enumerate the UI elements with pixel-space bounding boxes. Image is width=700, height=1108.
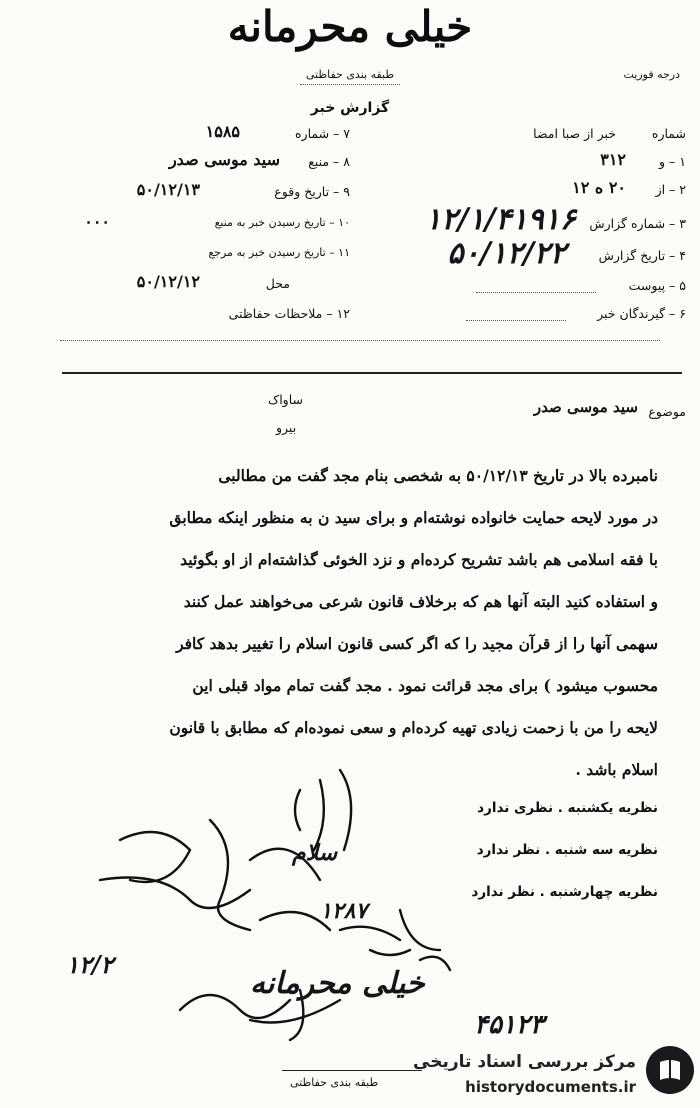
divider xyxy=(300,84,400,85)
handwritten-number: ۱۲۸۷ xyxy=(320,898,368,924)
body-line: در مورد لایحه حمایت خانواده نوشته‌ام و برای سید ن به منظور اینکه مطابق xyxy=(169,508,658,527)
field-label: ۱۰ – تاریخ رسیدن خبر به منبع xyxy=(214,216,350,229)
field-label: ۴ – تاریخ گزارش xyxy=(598,248,686,263)
field-label: ۲ – از xyxy=(655,182,686,197)
field-value: ۱۵۸۵ xyxy=(205,122,240,141)
archive-logo xyxy=(646,1046,694,1094)
field-label: محل xyxy=(265,276,290,291)
book-icon xyxy=(646,1046,694,1094)
field-value: ۱۲/۱/۴۱۹۱۶ xyxy=(425,202,576,237)
subject-value: سید موسی صدر xyxy=(533,398,638,416)
watermark-text: مرکز بررسی اسناد تاریخی xyxy=(413,1052,636,1072)
page-title: خیلی محرمانه xyxy=(227,2,473,51)
field-value: ۵۰/۱۲/۱۳ xyxy=(136,180,200,199)
handwritten-note: سلام xyxy=(292,840,338,866)
field-label: ۸ – منبع xyxy=(308,154,350,169)
body-line: سهمی آنها را از قرآن مجید را که اگر کسی قانون اسلام را تغییر بدهد کافر xyxy=(176,634,658,653)
field-label: شماره xyxy=(651,126,686,141)
divider xyxy=(282,1070,422,1071)
handwritten-date: ۱۲/۲ xyxy=(66,950,114,979)
review-line: نظریه سه شنبه . نظر ندارد xyxy=(476,842,658,858)
field-value: ۰۰۰ xyxy=(84,212,110,231)
footer-classification: طبقه بندی حفاظتی xyxy=(290,1076,379,1089)
field-value: ۲۰ ه ۱۲ xyxy=(572,178,626,197)
divider xyxy=(476,292,596,293)
priority-label: درجه فوریت xyxy=(623,68,680,81)
margin-note: ساواک xyxy=(268,392,303,407)
field-value: ۵۰/۱۲/۲۲ xyxy=(447,236,566,271)
divider xyxy=(466,320,566,321)
field-label: ۱ – و xyxy=(659,154,686,169)
review-line: نظریه یکشنبه . نظری ندارد xyxy=(477,800,658,816)
body-line: نامبرده بالا در تاریخ ۵۰/۱۲/۱۳ به شخصی بنام مجد گفت من مطالبی xyxy=(218,466,658,485)
watermark-url: historydocuments.ir xyxy=(465,1078,636,1096)
field-label: ۱۱ – تاریخ رسیدن خبر به مرجع xyxy=(208,246,350,259)
footer-number: ۴۵۱۲۳ xyxy=(474,1010,544,1040)
footer-title: خیلی محرمانه xyxy=(250,966,425,1001)
field-label: ۹ – تاریخ وقوع xyxy=(274,184,350,199)
body-line: اسلام باشد . xyxy=(575,760,658,779)
field-value: ۵۰/۱۲/۱۲ xyxy=(136,272,200,291)
divider xyxy=(62,372,682,374)
classification-label: طبقه بندی حفاظتی xyxy=(305,68,395,81)
review-line: نظریه چهارشنبه . نظر ندارد xyxy=(471,884,658,900)
divider xyxy=(60,340,660,341)
body-line: با فقه اسلامی هم باشد تشریح کرده‌ام و نزد الخوئی گذاشته‌ام از او بگوئید xyxy=(180,550,658,569)
margin-note: بیرو xyxy=(276,420,297,435)
field-label: ۶ – گیرندگان خبر xyxy=(597,306,686,321)
field-label: ۳ – شماره گزارش xyxy=(589,216,686,231)
field-value: خبر از صبا امضا xyxy=(533,126,616,141)
subject-label: موضوع xyxy=(648,404,686,419)
field-label: ۱۲ – ملاحظات حفاظتی xyxy=(228,306,350,321)
report-title: گزارش خبر xyxy=(310,100,390,116)
field-value: سید موسی صدر xyxy=(168,150,280,169)
field-value: ۳۱۲ xyxy=(600,150,626,169)
body-line: محسوب میشود ) برای مجد قرائت نمود . مجد گفت تمام مواد قبلی این xyxy=(192,676,658,695)
field-label: ۷ – شماره xyxy=(294,126,350,141)
handwritten-signatures xyxy=(60,760,480,1000)
body-line: و استفاده کنید البته آنها هم که برخلاف قانون شرعی می‌خواهند عمل کنند xyxy=(183,592,658,611)
body-line: لایحه را من با زحمت زیادی تهیه کرده‌ام و سعی نموده‌ام که مطابق با قانون xyxy=(169,718,658,737)
field-label: ۵ – پیوست xyxy=(628,278,686,293)
